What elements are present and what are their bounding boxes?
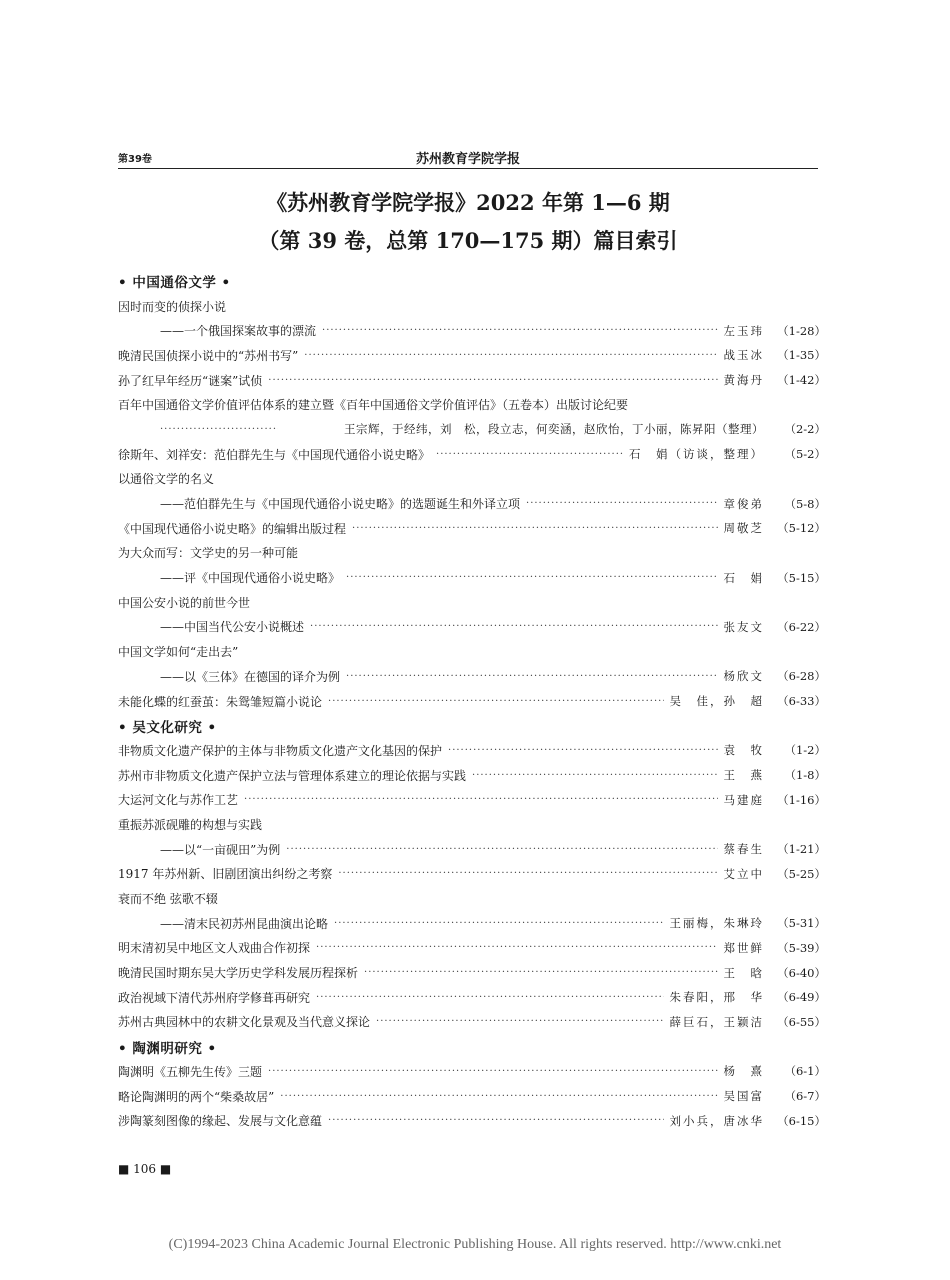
entry-issue: （6-28） [777, 669, 826, 684]
entry-issue: （1-28） [777, 323, 826, 338]
leader-dots [304, 350, 717, 361]
toc-entry [118, 318, 826, 343]
entry-issue: （5-31） [777, 916, 826, 931]
entry-author: 石 娟（访谈，整理） [629, 447, 764, 462]
section-heading: • 陶渊明研究 • [118, 1040, 217, 1057]
entry-issue: （5-8） [784, 496, 826, 511]
entry-author: 薛巨石，王颖洁 [669, 1014, 764, 1029]
leader-dots [268, 1066, 717, 1077]
entry-issue: （6-1） [784, 1064, 826, 1079]
leader-dots [376, 1016, 663, 1027]
entry-issue: （1-8） [784, 768, 826, 783]
toc-entry [118, 417, 826, 442]
entry-title: 苏州市非物质文化遗产保护立法与管理体系建立的理论依据与实践 [118, 768, 467, 783]
entry-issue: （6-40） [777, 965, 826, 980]
toc-entry [118, 936, 826, 961]
entry-issue: （1-16） [777, 792, 826, 807]
leader-dots [448, 745, 717, 756]
entry-title: 政治视域下清代苏州府学修葺再研究 [118, 990, 311, 1005]
entry-title: 大运河文化与苏作工艺 [118, 793, 239, 808]
entry-author: 王 晗 [723, 965, 764, 980]
toc-entry [118, 960, 826, 985]
article-title: 百年中国通俗文学价值评估体系的建立暨《百年中国通俗文学价值评估》（五卷本）出版讨论纪要 [118, 398, 629, 413]
entry-author: 石 娟 [723, 570, 764, 585]
entry-title: 1917 年苏州新、旧剧团演出纠纷之考察 [118, 867, 333, 882]
toc-entry [118, 1108, 826, 1133]
toc-entry [118, 343, 826, 368]
entry-issue: （5-2） [784, 447, 826, 462]
article-title: 衰而不绝 弦歌不辍 [118, 892, 218, 907]
entry-issue: （1-21） [777, 842, 826, 857]
leader-dots [364, 967, 717, 978]
leader-dots [280, 1091, 717, 1102]
running-header [118, 148, 818, 169]
article-title: 中国文学如何“走出去” [118, 645, 239, 660]
entry-author: 吴国富 [723, 1089, 764, 1104]
toc-entry [118, 763, 826, 788]
leader-dots [346, 572, 717, 583]
entry-author: 黄海丹 [723, 373, 764, 388]
entry-issue: （6-22） [777, 619, 826, 634]
copyright-notice: (C)1994-2023 China Academic Journal Electronic Publishing House. All rights reserved. http://www.cnki.net [168, 1237, 782, 1252]
toc-entry [118, 837, 826, 862]
entry-title: 陶渊明《五柳先生传》三题 [118, 1064, 263, 1079]
leader-dots [328, 1115, 663, 1126]
entry-title: ——清末民初苏州昆曲演出论略 [160, 916, 329, 931]
entry-title: 涉陶篆刻图像的缘起、发展与文化意蕴 [118, 1114, 323, 1129]
entry-author: 张友文 [723, 619, 764, 634]
entry-author: 朱春阳，邢 华 [669, 990, 764, 1005]
entry-author: 王 燕 [723, 768, 764, 783]
toc-entry [118, 1059, 826, 1084]
leader-dots [352, 523, 717, 534]
toc-entry [118, 689, 826, 714]
article-title: 重振苏派砚雕的构想与实践 [118, 817, 263, 832]
entry-title: 非物质文化遗产保护的主体与非物质文化遗产文化基因的保护 [118, 743, 443, 758]
entry-author: 郑世鲜 [723, 940, 764, 955]
entry-author: 杨欣文 [723, 669, 764, 684]
section-heading: • 中国通俗文学 • [118, 275, 231, 292]
entry-title: 未能化蝶的红蚕茧：朱鸳雏短篇小说论 [118, 694, 323, 709]
entry-author: 章俊弟 [723, 496, 764, 511]
leader-dots [244, 794, 717, 805]
article-title: 以通俗文学的名义 [118, 472, 215, 487]
leader-dots [316, 942, 717, 953]
entry-author: 吴 佳，孙 超 [669, 694, 764, 709]
leader-dots [322, 325, 717, 336]
entry-issue: （6-15） [777, 1113, 826, 1128]
entry-author: 左玉玮 [723, 323, 764, 338]
toc-entry [118, 985, 826, 1010]
entry-title: ——以“一亩砚田”为例 [160, 842, 281, 857]
entry-title: 略论陶渊明的两个“柴桑故居” [118, 1089, 275, 1104]
entry-author: 战玉冰 [723, 348, 764, 363]
toc-entry [118, 862, 826, 887]
toc-entry [118, 615, 826, 640]
entry-author: 蔡春生 [723, 842, 764, 857]
article-title: 中国公安小说的前世今世 [118, 595, 251, 610]
article-title: 因时而变的侦探小说 [118, 299, 227, 314]
page-title-line-2: （第 39 卷，总第 170—175 期）篇目索引 [258, 228, 678, 253]
entry-title: ——范伯群先生与《中国现代通俗小说史略》的选题诞生和外译立项 [160, 497, 521, 512]
entry-title: 苏州古典园林中的农耕文化景观及当代意义探论 [118, 1015, 371, 1030]
entry-author: 王宗辉，于经纬，刘 松，段立志，何奕涵，赵欣怡，丁小丽，陈昇阳（整理） [344, 422, 764, 437]
volume-label: 第39卷 [118, 154, 152, 165]
toc-entry [118, 442, 826, 467]
entry-issue: （5-25） [777, 866, 826, 881]
entry-issue: （5-12） [777, 521, 826, 536]
leader-dots [526, 498, 717, 509]
entry-title: 明末清初吴中地区文人戏曲合作初探 [118, 941, 311, 956]
toc-entry [118, 787, 826, 812]
leader-dots [268, 375, 717, 386]
entry-title: 孙了红早年经历“谜案”试侦 [118, 373, 263, 388]
entry-author: 周敬芝 [723, 521, 764, 536]
page-title-line-1: 《苏州教育学院学报》2022 年第 1—6 期 [266, 190, 670, 215]
entry-issue: （6-55） [777, 1014, 826, 1029]
leader-dots [472, 770, 717, 781]
journal-name: 苏州教育学院学报 [415, 152, 520, 167]
entry-title: ——中国当代公安小说概述 [160, 620, 305, 635]
table-of-contents [118, 269, 826, 1133]
entry-issue: （6-33） [777, 694, 826, 709]
toc-entry [118, 1084, 826, 1109]
entry-issue: （6-7） [784, 1089, 826, 1104]
entry-issue: （5-39） [777, 940, 826, 955]
entry-issue: （2-2） [784, 422, 826, 437]
leader-dots [346, 671, 717, 682]
toc-entry [118, 911, 826, 936]
leader-dots [334, 918, 663, 929]
leader-dots [286, 844, 717, 855]
toc-entry [118, 368, 826, 393]
entry-title: 晚清民国侦探小说中的“苏州书写” [118, 348, 299, 363]
article-title: 为大众而写：文学史的另一种可能 [118, 546, 299, 561]
entry-title: 徐斯年、刘祥安：范伯群先生与《中国现代通俗小说史略》 [118, 447, 431, 462]
toc-entry [118, 491, 826, 516]
entry-author: 王丽梅，朱琳玲 [669, 916, 764, 931]
entry-author: 刘小兵，唐冰华 [669, 1113, 764, 1128]
entry-issue: （6-49） [777, 990, 826, 1005]
page-number: ■ 106 ■ [118, 1162, 172, 1176]
toc-entry [118, 664, 826, 689]
entry-title: ——一个俄国探案故事的漂流 [160, 324, 317, 339]
toc-entry [118, 516, 826, 541]
entry-issue: （1-42） [777, 373, 826, 388]
entry-title: 《中国现代通俗小说史略》的编辑出版过程 [118, 521, 347, 536]
leader-dots [338, 868, 717, 879]
leader-dots [160, 424, 278, 435]
section-heading: • 吴文化研究 • [118, 719, 217, 736]
entry-author: 马建庭 [723, 792, 764, 807]
entry-author: 艾立中 [723, 866, 764, 881]
toc-entry [118, 565, 826, 590]
entry-author: 袁 牧 [723, 743, 764, 758]
entry-title: ——评《中国现代通俗小说史略》 [160, 571, 341, 586]
leader-dots [310, 621, 717, 632]
toc-entry [118, 738, 826, 763]
leader-dots [328, 696, 663, 707]
entry-title: ——以《三体》在德国的译介为例 [160, 669, 341, 684]
entry-issue: （5-15） [777, 570, 826, 585]
leader-dots [316, 992, 663, 1003]
leader-dots [436, 449, 623, 460]
entry-issue: （1-35） [777, 348, 826, 363]
entry-issue: （1-2） [784, 743, 826, 758]
toc-entry [118, 1010, 826, 1035]
entry-title: 晚清民国时期东吴大学历史学科发展历程探析 [118, 966, 359, 981]
entry-author: 杨 熹 [723, 1064, 764, 1079]
